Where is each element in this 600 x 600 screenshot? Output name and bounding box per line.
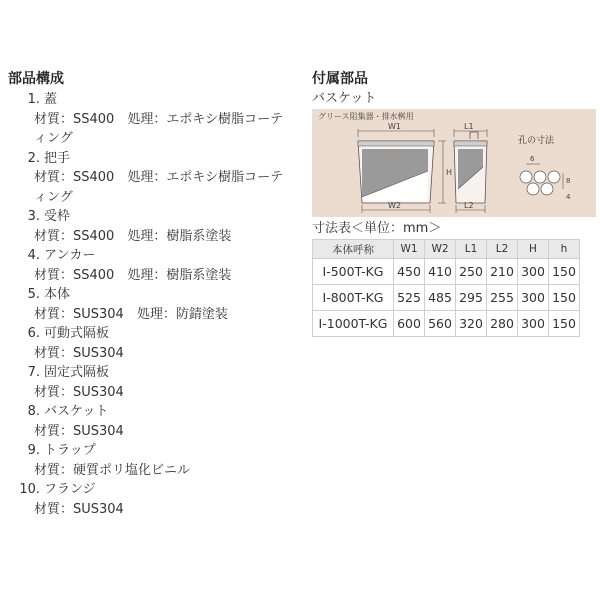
table-cell: 525 xyxy=(394,285,425,311)
part-name-line xyxy=(8,149,300,169)
table-cell: 300 xyxy=(518,285,549,311)
part-name-line xyxy=(8,441,300,461)
table-cell: I-800T-KG xyxy=(313,285,394,311)
part-item xyxy=(8,480,300,519)
part-number: 9. xyxy=(27,443,40,458)
part-number: 10. xyxy=(19,482,40,497)
header-l2: L2 xyxy=(487,240,518,259)
dim-l2: L2 xyxy=(464,201,474,210)
part-number: 3. xyxy=(27,209,40,224)
part-name-line xyxy=(8,402,300,422)
table-body xyxy=(313,259,580,337)
part-name-line xyxy=(8,324,300,344)
part-name-line xyxy=(8,90,300,110)
table-cell: 150 xyxy=(549,311,580,337)
part-detail: 材質：硬質ポリ塩化ビニル xyxy=(34,462,191,478)
table-row xyxy=(313,285,580,311)
header-w2: W2 xyxy=(425,240,456,259)
table-cell: 250 xyxy=(456,259,487,285)
hole-circle xyxy=(534,171,546,183)
dim-hole-4: 4 xyxy=(566,193,571,201)
part-name-line xyxy=(8,285,300,305)
part-number: 2. xyxy=(27,150,40,166)
part-name: 蓋 xyxy=(44,92,58,107)
header-h-small: h xyxy=(549,240,580,259)
part-item xyxy=(8,324,300,363)
parts-title: 部品構成 xyxy=(8,71,64,87)
part-name-line xyxy=(8,207,300,227)
table-cell: 410 xyxy=(425,259,456,285)
dim-w2: W2 xyxy=(388,201,401,210)
part-item xyxy=(8,402,300,441)
part-number: 8. xyxy=(27,404,40,419)
parts-section xyxy=(8,70,300,519)
part-detail: 材質：SS400 処理：樹脂系塗装 xyxy=(34,228,232,244)
table-cell: 295 xyxy=(456,285,487,311)
part-detail: ィング xyxy=(34,131,73,146)
part-name: トラップ xyxy=(44,443,96,458)
part-number: 5. xyxy=(27,287,40,302)
table-cell: 320 xyxy=(456,311,487,337)
table-header-row xyxy=(313,240,580,259)
part-detail: 材質：SUS304 xyxy=(34,345,124,361)
part-detail: 材質：SS400 処理：エポキシ樹脂コーテ xyxy=(34,170,284,185)
part-item xyxy=(8,90,300,149)
dim-l1: L1 xyxy=(464,122,474,131)
part-name: 把手 xyxy=(44,150,71,166)
table-cell: 560 xyxy=(425,311,456,337)
part-number: 1. xyxy=(27,92,40,107)
part-number: 7. xyxy=(27,365,40,380)
table-cell: 300 xyxy=(518,259,549,285)
dimension-table xyxy=(312,239,580,337)
dim-hole-8: 8 xyxy=(566,177,571,185)
header-l1: L1 xyxy=(456,240,487,259)
table-cell: 210 xyxy=(487,259,518,285)
part-number: 4. xyxy=(27,248,40,263)
table-row xyxy=(313,311,580,337)
part-item xyxy=(8,246,300,285)
accessory-subtitle: バスケット xyxy=(312,91,377,106)
basket-handle xyxy=(470,132,478,139)
dim-hole-6: 6 xyxy=(530,155,535,163)
dim-w1: W1 xyxy=(388,122,401,131)
table-cell: 450 xyxy=(394,259,425,285)
part-detail: 材質：SUS304 xyxy=(34,501,124,517)
part-name: 本体 xyxy=(44,287,71,302)
part-item xyxy=(8,285,300,324)
dimension-table-caption: 寸法表＜単位：mm＞ xyxy=(312,221,442,236)
part-number: 6. xyxy=(27,326,40,341)
header-w1: W1 xyxy=(394,240,425,259)
table-cell: 255 xyxy=(487,285,518,311)
accessory-title: 付属部品 xyxy=(312,71,368,87)
hole-size-label: 孔の寸法 xyxy=(518,136,555,146)
basket-figure xyxy=(312,109,596,217)
part-detail: 材質：SS400 処理：エポキシ樹脂コーテ xyxy=(34,111,284,127)
hole-circle xyxy=(527,183,539,195)
part-name: 受枠 xyxy=(44,209,71,224)
table-row xyxy=(313,259,580,285)
part-item xyxy=(8,363,300,402)
part-detail: ィング xyxy=(34,189,73,205)
table-cell: 150 xyxy=(549,259,580,285)
table-cell: 150 xyxy=(549,285,580,311)
part-item xyxy=(8,149,300,208)
figure-label: グリース阻集器・排水桝用 xyxy=(318,112,414,121)
dim-h: H xyxy=(446,168,453,177)
part-name: アンカー xyxy=(44,248,96,263)
header-model: 本体呼称 xyxy=(313,240,394,259)
part-name-line xyxy=(8,480,300,500)
hole-circle xyxy=(548,171,560,183)
basket-drawing xyxy=(312,109,596,217)
table-cell: 280 xyxy=(487,311,518,337)
part-name: 固定式隔板 xyxy=(44,365,110,380)
part-name: バスケット xyxy=(44,404,109,419)
part-item xyxy=(8,207,300,246)
table-cell: 300 xyxy=(518,311,549,337)
hole-circle xyxy=(520,171,532,183)
part-detail: 材質：SS400 処理：樹脂系塗装 xyxy=(34,267,232,283)
part-item xyxy=(8,441,300,480)
part-name: フランジ xyxy=(44,482,96,497)
part-detail: 材質：SUS304 xyxy=(34,384,124,400)
part-name-line xyxy=(8,363,300,383)
part-detail: 材質：SUS304 処理：防錆塗装 xyxy=(34,306,228,322)
table-cell: 600 xyxy=(394,311,425,337)
hole-circle xyxy=(541,183,553,195)
table-cell: I-500T-KG xyxy=(313,259,394,285)
part-name-line xyxy=(8,246,300,266)
table-cell: 485 xyxy=(425,285,456,311)
part-detail: 材質：SUS304 xyxy=(34,423,124,439)
header-h: H xyxy=(518,240,549,259)
accessory-section xyxy=(312,70,596,337)
parts-list xyxy=(8,90,300,519)
table-cell: I-1000T-KG xyxy=(313,311,394,337)
part-name: 可動式隔板 xyxy=(44,326,110,341)
